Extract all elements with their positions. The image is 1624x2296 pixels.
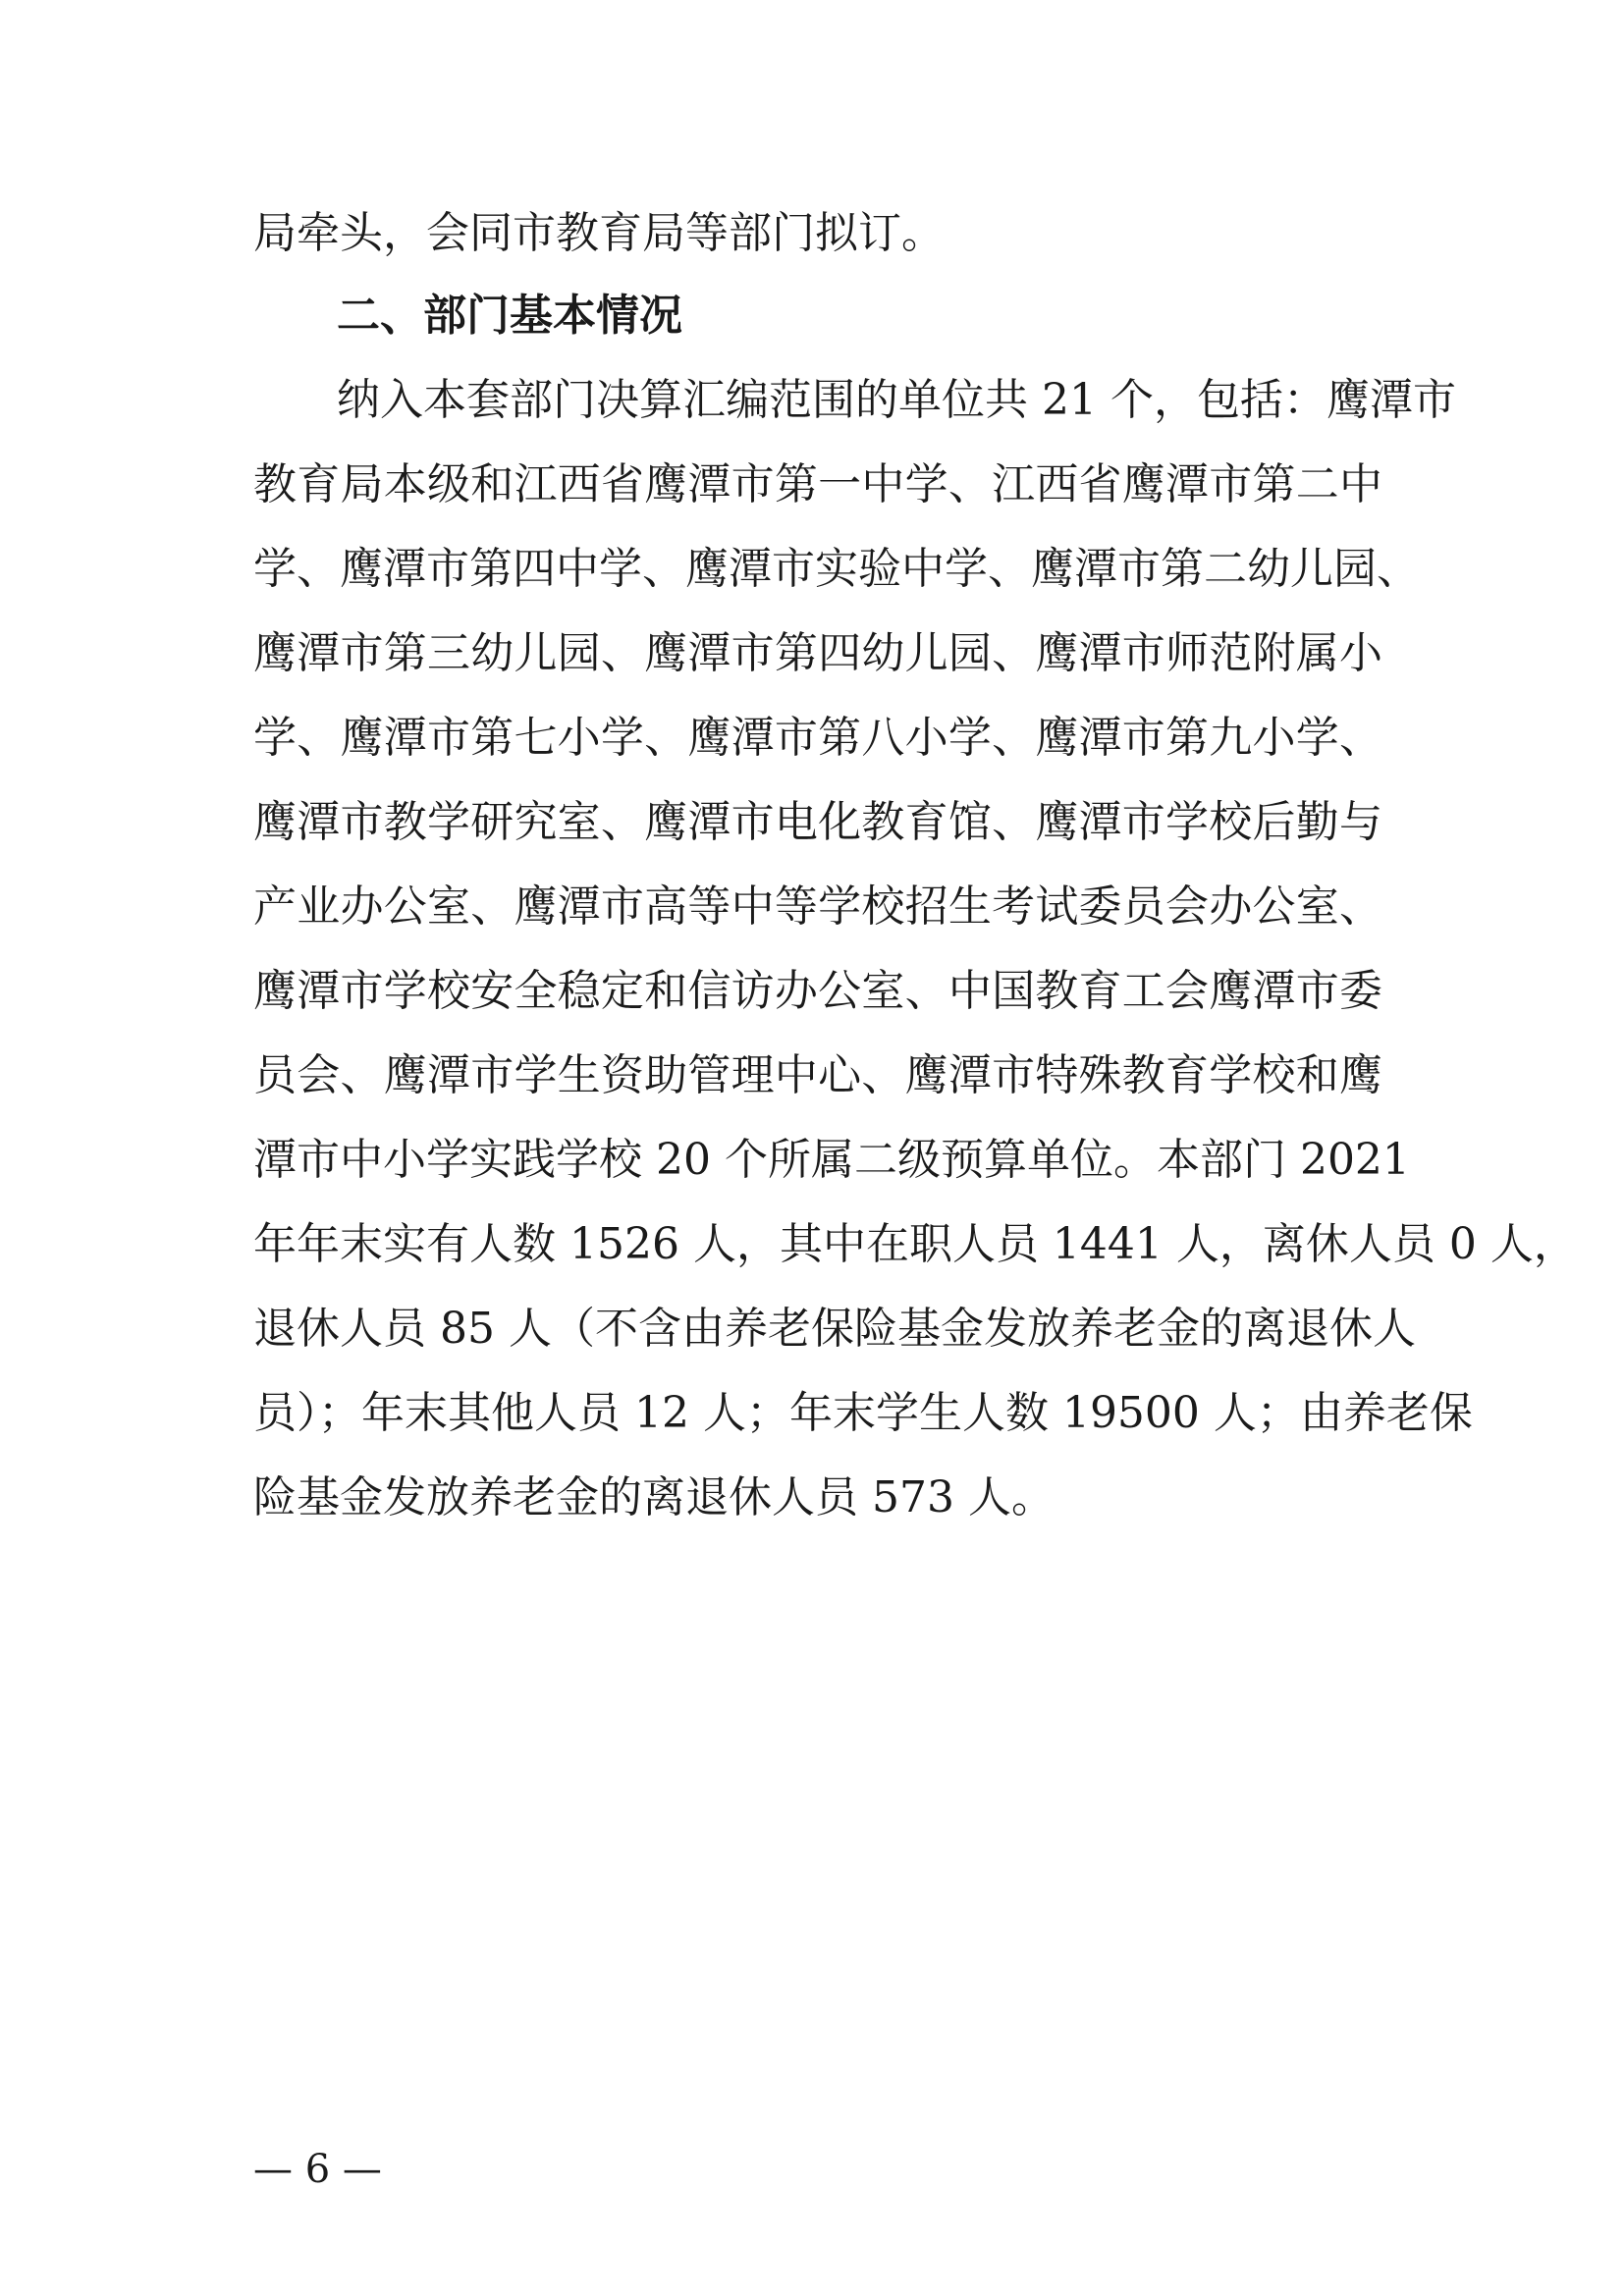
paragraph-line: 潭市中小学实践学校 20 个所属二级预算单位。本部门 2021 bbox=[253, 1135, 1410, 1185]
page-number: — 6 — bbox=[253, 2147, 382, 2192]
paragraph-line: 学、鹰潭市第七小学、鹰潭市第八小学、鹰潭市第九小学、 bbox=[253, 713, 1382, 763]
paragraph-line: 教育局本级和江西省鹰潭市第一中学、江西省鹰潭市第二中 bbox=[253, 459, 1382, 509]
paragraph-line: 年年末实有人数 1526 人，其中在职人员 1441 人，离休人员 0 人， bbox=[253, 1219, 1577, 1269]
paragraph-line: 员）；年末其他人员 12 人；年末学生人数 19500 人；由养老保 bbox=[253, 1388, 1473, 1438]
paragraph-line: 学、鹰潭市第四中学、鹰潭市实验中学、鹰潭市第二幼儿园、 bbox=[253, 544, 1420, 594]
paragraph-line: 险基金发放养老金的离退休人员 573 人。 bbox=[253, 1472, 1055, 1522]
section-heading: 二、部门基本情况 bbox=[337, 291, 682, 341]
paragraph-line: 鹰潭市第三幼儿园、鹰潭市第四幼儿园、鹰潭市师范附属小 bbox=[253, 628, 1382, 678]
paragraph-line: 鹰潭市教学研究室、鹰潭市电化教育馆、鹰潭市学校后勤与 bbox=[253, 797, 1382, 847]
paragraph-line: 鹰潭市学校安全稳定和信访办公室、中国教育工会鹰潭市委 bbox=[253, 966, 1382, 1016]
paragraph-line: 退休人员 85 人（不含由养老保险基金发放养老金的离退休人 bbox=[253, 1304, 1416, 1354]
paragraph-line: 局牵头，会同市教育局等部门拟订。 bbox=[253, 208, 945, 258]
paragraph-line: 纳入本套部门决算汇编范围的单位共 21 个，包括：鹰潭市 bbox=[337, 375, 1456, 425]
paragraph-line: 产业办公室、鹰潭市高等中等学校招生考试委员会办公室、 bbox=[253, 881, 1382, 932]
paragraph-line: 员会、鹰潭市学生资助管理中心、鹰潭市特殊教育学校和鹰 bbox=[253, 1050, 1382, 1100]
